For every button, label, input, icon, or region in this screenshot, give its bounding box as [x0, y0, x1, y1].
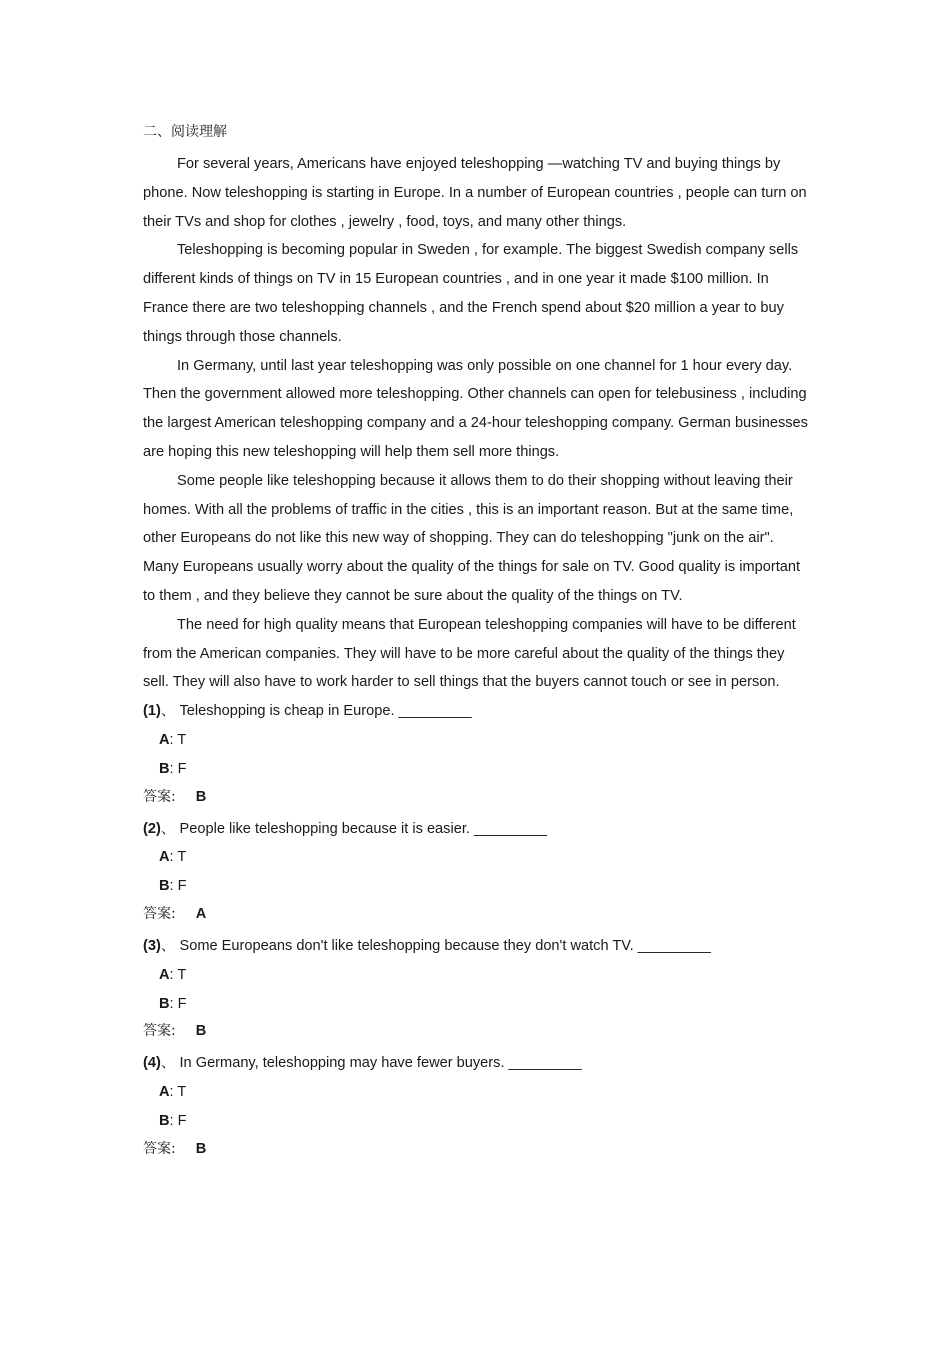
- question-text: 、 Teleshopping is cheap in Europe. _________: [160, 703, 472, 720]
- question-text: 、 People like teleshopping because it is easier. _________: [160, 820, 548, 837]
- option-text: F: [177, 878, 187, 895]
- answer-label: 答案:: [143, 905, 176, 922]
- option-key: B: [159, 995, 170, 1012]
- option-b[interactable]: [143, 755, 808, 784]
- option-key: B: [159, 760, 170, 777]
- option-b[interactable]: [143, 990, 808, 1019]
- reading-passage: [143, 150, 808, 697]
- answer-1: [143, 784, 808, 810]
- answer-3: [143, 1018, 808, 1044]
- section-title: 二、阅读理解: [143, 124, 227, 140]
- option-separator: :: [169, 731, 178, 748]
- answer-value: B: [195, 1023, 207, 1040]
- answer-label: 答案:: [143, 1140, 176, 1157]
- answer-label: 答案:: [143, 788, 176, 805]
- option-separator: :: [169, 878, 178, 895]
- option-text: F: [177, 760, 187, 777]
- option-text: T: [177, 1084, 187, 1101]
- answer-value: B: [195, 1140, 207, 1157]
- option-key: B: [159, 878, 170, 895]
- passage-paragraph-2: Teleshopping is becoming popular in Sweden , for example. The biggest Swedish company sells different kinds of things on TV in 15 European countries , and in one year it made $100 million. In France there are two teleshopping channels , and the French spend about $20 million a year to buy things through those channels.: [143, 242, 799, 345]
- question-block-4: [143, 1049, 808, 1161]
- option-b[interactable]: [143, 872, 808, 901]
- option-key: A: [159, 731, 170, 748]
- question-2: [143, 815, 808, 844]
- question-block-1: [143, 697, 808, 809]
- option-text: F: [177, 1112, 187, 1129]
- option-separator: :: [169, 849, 178, 866]
- option-key: A: [159, 966, 170, 983]
- option-text: F: [177, 995, 187, 1012]
- question-number: (1): [143, 703, 161, 720]
- question-text: 、 Some Europeans don't like teleshopping because they don't watch TV. _________: [160, 937, 711, 954]
- option-a[interactable]: [143, 843, 808, 872]
- option-a[interactable]: [143, 726, 808, 755]
- answer-value: B: [195, 788, 207, 805]
- question-text: 、 In Germany, teleshopping may have fewer buyers. _________: [160, 1055, 582, 1072]
- question-block-3: [143, 932, 808, 1044]
- option-separator: :: [169, 760, 178, 777]
- question-3: [143, 932, 808, 961]
- option-text: T: [177, 731, 187, 748]
- question-number: (3): [143, 937, 161, 954]
- question-1: [143, 697, 808, 726]
- option-separator: :: [169, 995, 178, 1012]
- option-text: T: [177, 966, 187, 983]
- question-4: [143, 1049, 808, 1078]
- passage-paragraph-4: Some people like teleshopping because it allows them to do their shopping without leaving their homes. With all the problems of traffic in the cities , this is an important reason. But at the same time, other Europeans do not like this new way of shopping. They can do teleshopping "junk on the air". Many Europeans usually worry about the quality of the things for sale on TV. Good quality is important to them , and they believe they cannot be sure about the quality of the things on TV.: [143, 472, 801, 604]
- question-number: (2): [143, 820, 161, 837]
- option-separator: :: [169, 1084, 178, 1101]
- option-key: A: [159, 849, 170, 866]
- answer-2: [143, 901, 808, 927]
- option-key: A: [159, 1084, 170, 1101]
- option-key: B: [159, 1112, 170, 1129]
- document-page: [143, 118, 808, 1167]
- passage-paragraph-3: In Germany, until last year teleshopping was only possible on one channel for 1 hour every day. Then the government allowed more teleshopping. Other channels can open for telebusiness , including the largest American teleshopping company and a 24-hour teleshopping company. German businesses are hoping this new teleshopping will help them sell more things.: [143, 357, 808, 460]
- option-a[interactable]: [143, 961, 808, 990]
- option-separator: :: [169, 1112, 178, 1129]
- answer-label: 答案:: [143, 1023, 176, 1040]
- option-a[interactable]: [143, 1078, 808, 1107]
- passage-paragraph-5: The need for high quality means that European teleshopping companies will have to be different from the American companies. They will have to be more careful about the quality of the things they sell. They will also have to work harder to sell things that the buyers cannot touch or see in person.: [143, 616, 796, 691]
- question-list: [143, 697, 808, 1162]
- question-block-2: [143, 815, 808, 927]
- answer-value: A: [195, 905, 207, 922]
- option-separator: :: [169, 966, 178, 983]
- option-b[interactable]: [143, 1107, 808, 1136]
- question-number: (4): [143, 1055, 161, 1072]
- passage-paragraph-1: For several years, Americans have enjoyed teleshopping —watching TV and buying things by phone. Now teleshopping is starting in Europe. In a number of European countries , people can turn on their TVs and shop for clothes , jewelry , food, toys, and many other things.: [143, 156, 807, 230]
- answer-4: [143, 1136, 808, 1162]
- option-text: T: [177, 849, 187, 866]
